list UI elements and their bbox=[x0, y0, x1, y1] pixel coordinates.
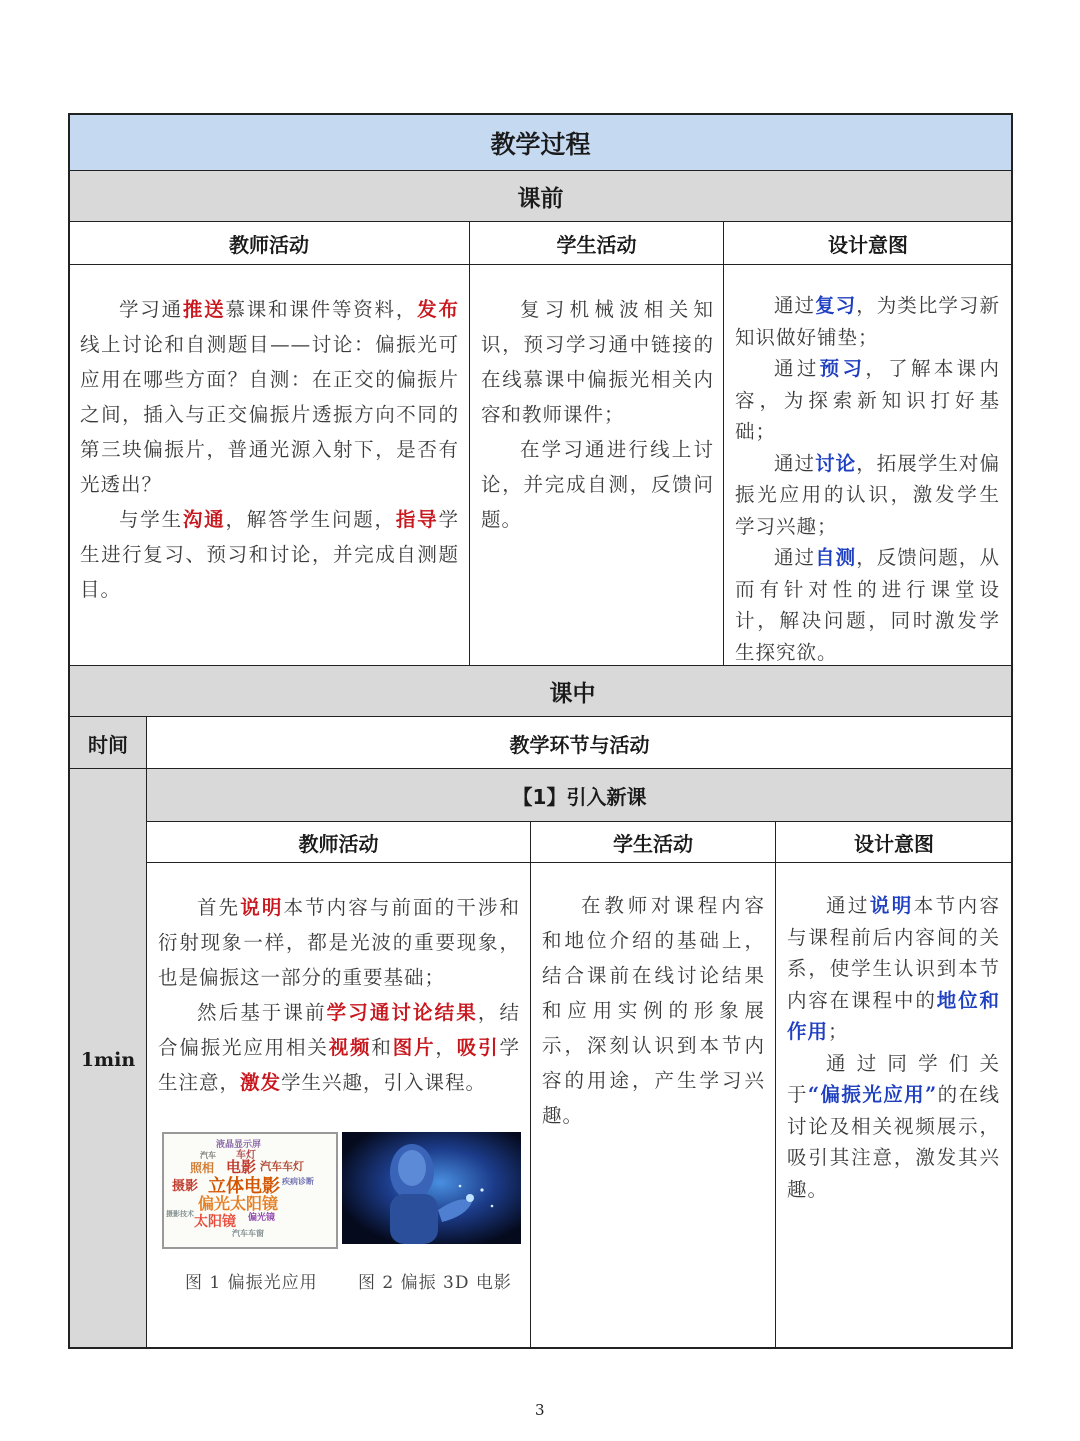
text-run: 线上讨论和自测题目——讨论：偏振光可应用在哪些方面？自测：在正交的偏振片之间，插入与正交偏振片透振方向不同的第三块偏振片，普通光源入射下，是否有光透出？ bbox=[80, 333, 459, 496]
text-run: 通过 bbox=[826, 894, 870, 917]
in-class-header: 课中 bbox=[549, 681, 596, 707]
pre-col-teacher: 教师活动 bbox=[229, 233, 309, 257]
wordcloud-word: 汽车车窗 bbox=[232, 1229, 264, 1238]
wordcloud-word: 偏光镜 bbox=[248, 1213, 276, 1223]
wordcloud-word: 摄影技术 bbox=[166, 1210, 194, 1218]
wordcloud-word: 疾病诊断 bbox=[282, 1177, 314, 1186]
mid-col-student: 学生活动 bbox=[613, 832, 693, 856]
text-run: 本节内容与前面的干涉和衍射现象一样，都是光波的重要现象，也是偏振这一部分的重要基础； bbox=[158, 896, 520, 989]
emphasis-blue: 自测 bbox=[815, 546, 857, 569]
wordcloud-word: 液晶显示屏 bbox=[216, 1140, 262, 1150]
text-run: 然后基于课前 bbox=[197, 1001, 327, 1024]
text-run: 通过 bbox=[774, 357, 820, 380]
figure-2-3d-movie-image bbox=[342, 1132, 521, 1244]
text-run: 学生进行复习、预习和讨论，并完成自测题目。 bbox=[80, 508, 459, 601]
movie-still-svg bbox=[342, 1132, 521, 1244]
pre-teacher-cell bbox=[80, 292, 459, 607]
text-run: 通过同学们关于 bbox=[787, 1051, 1000, 1106]
mid-design-paragraph-1 bbox=[787, 890, 1000, 1048]
text-run: 慕课和课件等资料， bbox=[225, 298, 418, 321]
mid-student-cell bbox=[542, 888, 765, 1133]
emphasis-red: 激发 bbox=[240, 1071, 282, 1094]
text-run: 通过 bbox=[774, 546, 816, 569]
pre-design-paragraph-4 bbox=[735, 542, 1000, 668]
text-run: ，为类比学习新知识做好铺垫； bbox=[735, 294, 1000, 349]
mid-design-cell bbox=[787, 890, 1000, 1205]
pre-student-paragraph-2: 在学习通进行线上讨论，并完成自测，反馈问题。 bbox=[481, 438, 714, 531]
emphasis-red: 指导 bbox=[395, 508, 439, 531]
wordcloud-word: 汽车车灯 bbox=[260, 1160, 304, 1173]
time-col-band bbox=[69, 717, 147, 1348]
section-title: 【1】引入新课 bbox=[512, 785, 647, 809]
mid-teacher-paragraph-2 bbox=[158, 995, 520, 1100]
emphasis-blue: “偏振光应用” bbox=[807, 1083, 938, 1106]
wordcloud-word: 电影 bbox=[226, 1158, 257, 1176]
text-run: ，拓展学生对偏振光应用的认识，激发学生学习兴趣； bbox=[735, 451, 1000, 538]
mid-col-teacher: 教师活动 bbox=[298, 832, 379, 856]
pre-design-paragraph-3 bbox=[735, 448, 1000, 543]
wordcloud-word: 照相 bbox=[190, 1161, 215, 1175]
figure-1-wordcloud-image bbox=[162, 1132, 338, 1249]
text-run: 学生兴趣，引入课程。 bbox=[281, 1071, 487, 1094]
pre-col-design: 设计意图 bbox=[828, 233, 908, 257]
wordcloud-word: 立体电影 bbox=[208, 1176, 280, 1197]
emphasis-blue: 地位和作用 bbox=[787, 988, 1000, 1043]
emphasis-red: 发布 bbox=[417, 298, 459, 321]
wordcloud-word: 摄影 bbox=[172, 1179, 199, 1194]
figure-1-caption: 图 1 偏振光应用 bbox=[185, 1273, 318, 1293]
emphasis-blue: 讨论 bbox=[815, 451, 857, 475]
page-number: 3 bbox=[535, 1401, 545, 1419]
emphasis-red: 视频 bbox=[328, 1036, 372, 1059]
text-run: 学习通 bbox=[119, 298, 183, 321]
text-run: 本节内容与课程前后内容间的关系，使学生认识到本节内容在课程中的 bbox=[787, 894, 1000, 1012]
emphasis-red: 沟通 bbox=[182, 508, 226, 531]
text-run: ，反馈问题，从而有针对性的进行课堂设计，解决问题，同时激发学生探究欲。 bbox=[735, 546, 1000, 664]
pre-teacher-paragraph-2 bbox=[80, 502, 459, 607]
mid-teacher-paragraph-1 bbox=[158, 890, 520, 995]
figure-2-caption: 图 2 偏振 3D 电影 bbox=[358, 1273, 512, 1293]
text-run: 学生注意， bbox=[158, 1036, 520, 1094]
text-run: 首先 bbox=[197, 896, 241, 919]
pre-student-paragraph-1: 复习机械波相关知识，预习学习通中链接的在线慕课中偏振光相关内容和教师课件； bbox=[481, 298, 714, 426]
text-run: 通过 bbox=[774, 294, 816, 317]
wordcloud-svg bbox=[164, 1134, 332, 1243]
text-run: ，了解本课内容，为探索新知识打好基础； bbox=[735, 357, 1000, 443]
mid-design-paragraph-2 bbox=[787, 1048, 1000, 1206]
pre-student-cell bbox=[481, 292, 714, 537]
text-run: ，解答学生问题， bbox=[225, 508, 396, 531]
mid-teacher-cell bbox=[158, 890, 520, 1100]
mid-student-paragraph-1: 在教师对课程内容和地位介绍的基础上，结合课前在线讨论结果和应用实例的形象展示，深刻认识到本节内容的用途，产生学习兴趣。 bbox=[542, 894, 765, 1127]
wordcloud-word: 偏光太阳镜 bbox=[198, 1194, 279, 1213]
emphasis-blue: 说明 bbox=[869, 894, 914, 917]
page-title: 教学过程 bbox=[490, 129, 591, 159]
text-run: 与学生 bbox=[119, 508, 183, 531]
emphasis-red: 推送 bbox=[182, 298, 226, 321]
text-run: 和 bbox=[371, 1036, 393, 1059]
pre-design-paragraph-2 bbox=[735, 353, 1000, 448]
pre-col-student: 学生活动 bbox=[556, 233, 637, 257]
wordcloud-word: 太阳镜 bbox=[194, 1214, 236, 1230]
text-run: 的在线讨论及相关视频展示，吸引其注意，激发其兴趣。 bbox=[787, 1083, 1000, 1201]
emphasis-red: 学习通讨论结果 bbox=[326, 1001, 478, 1024]
text-run: ，结合偏振光应用相关 bbox=[158, 1001, 520, 1059]
pre-teacher-paragraph-1 bbox=[80, 292, 459, 502]
text-run: ， bbox=[435, 1036, 457, 1059]
pre-design-cell bbox=[735, 290, 1000, 668]
time-value: 1min bbox=[80, 1049, 136, 1071]
emphasis-blue: 复习 bbox=[815, 294, 857, 317]
text-run: ； bbox=[828, 1020, 849, 1043]
emphasis-red: 图片 bbox=[392, 1036, 436, 1059]
wordcloud-word: 汽车 bbox=[200, 1151, 216, 1160]
pre-design-paragraph-1 bbox=[735, 290, 1000, 353]
time-header: 时间 bbox=[88, 732, 128, 757]
text-run: 通过 bbox=[774, 451, 816, 475]
pre-class-header: 课前 bbox=[517, 186, 564, 212]
emphasis-blue: 预习 bbox=[819, 357, 866, 380]
emphasis-red: 说明 bbox=[240, 896, 284, 919]
wordcloud-word: 车灯 bbox=[236, 1150, 256, 1161]
mid-col-design: 设计意图 bbox=[854, 832, 934, 856]
emphasis-red: 吸引 bbox=[456, 1036, 500, 1059]
activity-header: 教学环节与活动 bbox=[509, 732, 650, 757]
